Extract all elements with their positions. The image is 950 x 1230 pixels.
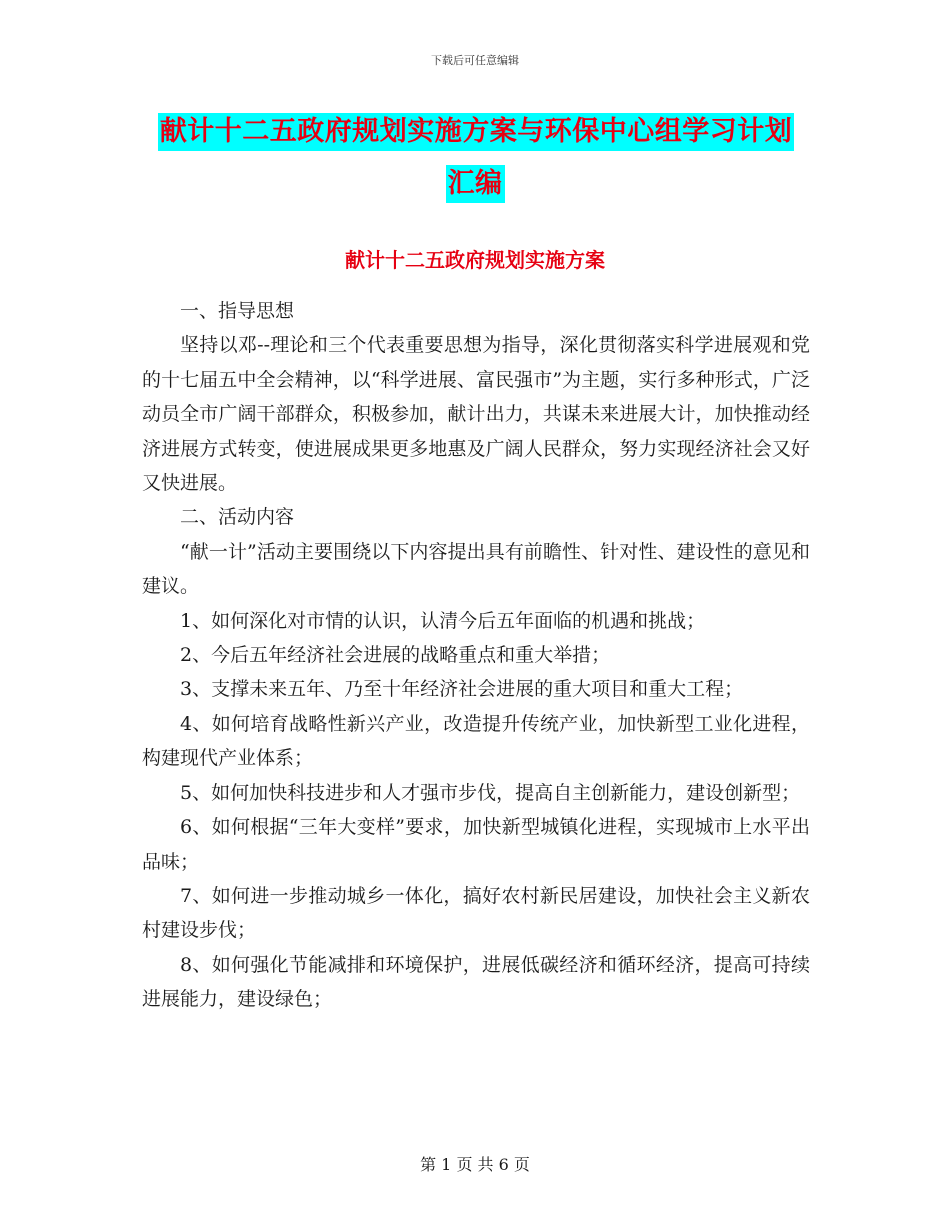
section-title: 献计十二五政府规划实施方案 (345, 248, 605, 272)
heading-guiding-ideology: 一、指导思想 (180, 300, 295, 322)
list-item-6: 6、如何根据“三年大变样”要求，加快新型城镇化进程，实现城市上水平出品味； (142, 816, 810, 873)
document-body (142, 294, 810, 1017)
list-item-5: 5、如何加快科技进步和人才强市步伐，提高自主创新能力，建设创新型； (180, 781, 801, 804)
list-item-1: 1、如何深化对市情的认识，认清今后五年面临的机遇和挑战； (180, 609, 706, 632)
list-item-4: 4、如何培育战略性新兴产业，改造提升传统产业，加快新型工业化进程，构建现代产业体系； (142, 712, 810, 770)
list-item-7: 7、如何进一步推动城乡一体化，搞好农村新民居建设，加快社会主义新农村建设步伐； (142, 884, 810, 942)
heading-activity-content: 二、活动内容 (180, 506, 295, 529)
document-title-line-1: 献计十二五政府规划实施方案与环保中心组学习计划 (158, 113, 795, 151)
page-number-footer: 第 1 页 共 6 页 (420, 1155, 530, 1174)
list-item-3: 3、支撑未来五年、乃至十年经济社会进展的重大项目和重大工程； (180, 678, 744, 701)
list-item-2: 2、今后五年经济社会进展的战略重点和重大举措； (180, 644, 611, 667)
document-title-line-2: 汇编 (446, 165, 505, 203)
document-title (0, 113, 950, 203)
paragraph-guiding-ideology: 坚持以邓--理论和三个代表重要思想为指导，深化贯彻落实科学进展观和党的十七届五中全会精神，以“科学进展、富民强市”为主题，实行多种形式，广泛动员全市广阔干部群众，积极参加，献计出力，共谋未来进展大计，加快推动经济进展方式转变，使进展成果更多地惠及广阔人民群众，努力实现经济社会又好又快进展。 (142, 334, 810, 495)
page-header-note: 下载后可任意编辑 (431, 54, 519, 67)
list-item-8: 8、如何强化节能减排和环境保护，进展低碳经济和循环经济，提高可持续进展能力，建设绿色； (142, 953, 810, 1011)
paragraph-activity-intro: “献一计”活动主要围绕以下内容提出具有前瞻性、针对性、建设性的意见和建议。 (142, 540, 810, 598)
